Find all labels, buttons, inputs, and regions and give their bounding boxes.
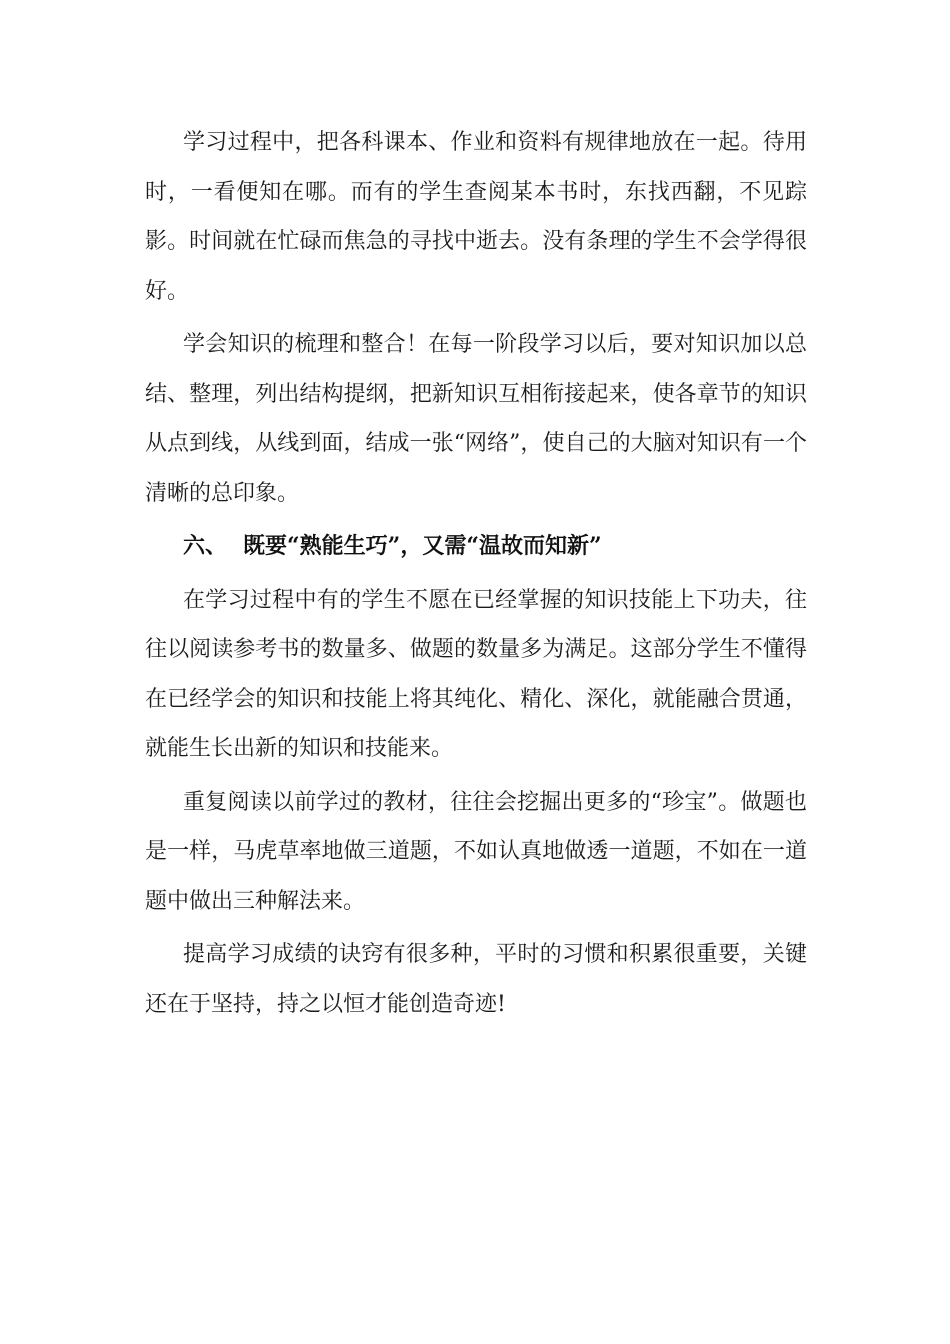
document-body <box>145 118 807 1033</box>
paragraph-conclusion: 提高学习成绩的诀窍有很多种，平时的习惯和积累很重要，关键还在于坚持，持之以恒才能创造奇迹! <box>145 942 807 1017</box>
paragraph-mastery: 在学习过程中有的学生不愿在已经掌握的知识技能上下功夫，往往以阅读参考书的数量多、做题的数量多为满足。这部分学生不懂得在已经学会的知识和技能上将其纯化、精化、深化，就能融合贯通，就能生长出新的知识和技能来。 <box>145 587 807 761</box>
paragraph-knowledge-integration: 学会知识的梳理和整合！在每一阶段学习以后，要对知识加以总结、整理，列出结构提纲，把新知识互相衔接起来，使各章节的知识从点到线，从线到面，结成一张“网络”，使自己的大脑对知识有一个清晰的总印象。 <box>145 332 807 506</box>
section-heading-title: 既要“熟能生巧”，又需“温故而知新” <box>243 533 602 559</box>
section-heading <box>145 522 807 572</box>
paragraph-rereading: 重复阅读以前学过的教材，往往会挖掘出更多的“珍宝”。做题也是一样，马虎草率地做三道题，不如认真地做透一道题，不如在一道题中做出三种解法来。 <box>145 789 807 914</box>
section-heading-number: 六、 <box>183 533 228 559</box>
paragraph-organize-materials: 学习过程中，把各科课本、作业和资料有规律地放在一起。待用时，一看便知在哪。而有的学生查阅某本书时，东找西翻，不见踪影。时间就在忙碌而焦急的寻找中逝去。没有条理的学生不会学得很好。 <box>145 130 807 304</box>
